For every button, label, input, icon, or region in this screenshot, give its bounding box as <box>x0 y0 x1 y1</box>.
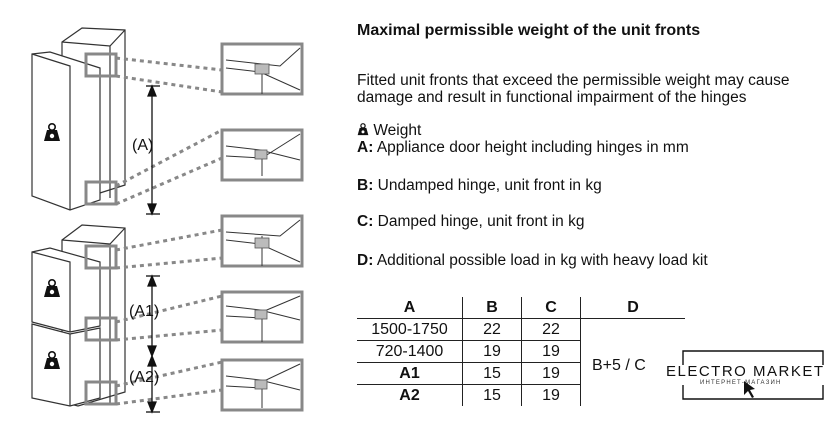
fridge-hinge-diagram <box>0 0 340 440</box>
weight-table <box>357 297 685 406</box>
legend-weight: Weight <box>357 122 421 139</box>
table-row: A2 15 19 <box>357 385 685 407</box>
warning-text: Fitted unit fronts that exceed the permissible weight may cause damage and result in functional impairment of the hinges <box>357 72 790 106</box>
dim-label-a: (A) <box>132 137 154 154</box>
table-row: 720-1400 19 19 <box>357 341 685 363</box>
table-d-value: B+5 / C <box>592 357 646 374</box>
table-header: C <box>522 297 581 319</box>
weight-icon <box>357 123 369 136</box>
page-title: Maximal permissible weight of the unit fronts <box>357 22 701 39</box>
watermark-logo <box>666 349 825 401</box>
legend-b: B: Undamped hinge, unit front in kg <box>357 177 602 194</box>
logo-text: ELECTRO MARKET <box>666 363 825 380</box>
logo-subtext: ИНТЕРНЕТ-МАГАЗИН <box>700 380 782 386</box>
table-header: B <box>463 297 522 319</box>
table-header: D <box>581 297 686 319</box>
dim-label-a1: (A1) <box>129 303 160 320</box>
table-header: A <box>357 297 463 319</box>
dim-label-a2: (A2) <box>129 369 160 386</box>
legend-d: D: Additional possible load in kg with heavy load kit <box>357 252 708 269</box>
table-row: 1500-1750 22 22 <box>357 319 685 341</box>
legend-c: C: Damped hinge, unit front in kg <box>357 213 585 230</box>
legend-a: A: Appliance door height including hinges in mm <box>357 139 689 156</box>
table-row: A1 15 19 <box>357 363 685 385</box>
